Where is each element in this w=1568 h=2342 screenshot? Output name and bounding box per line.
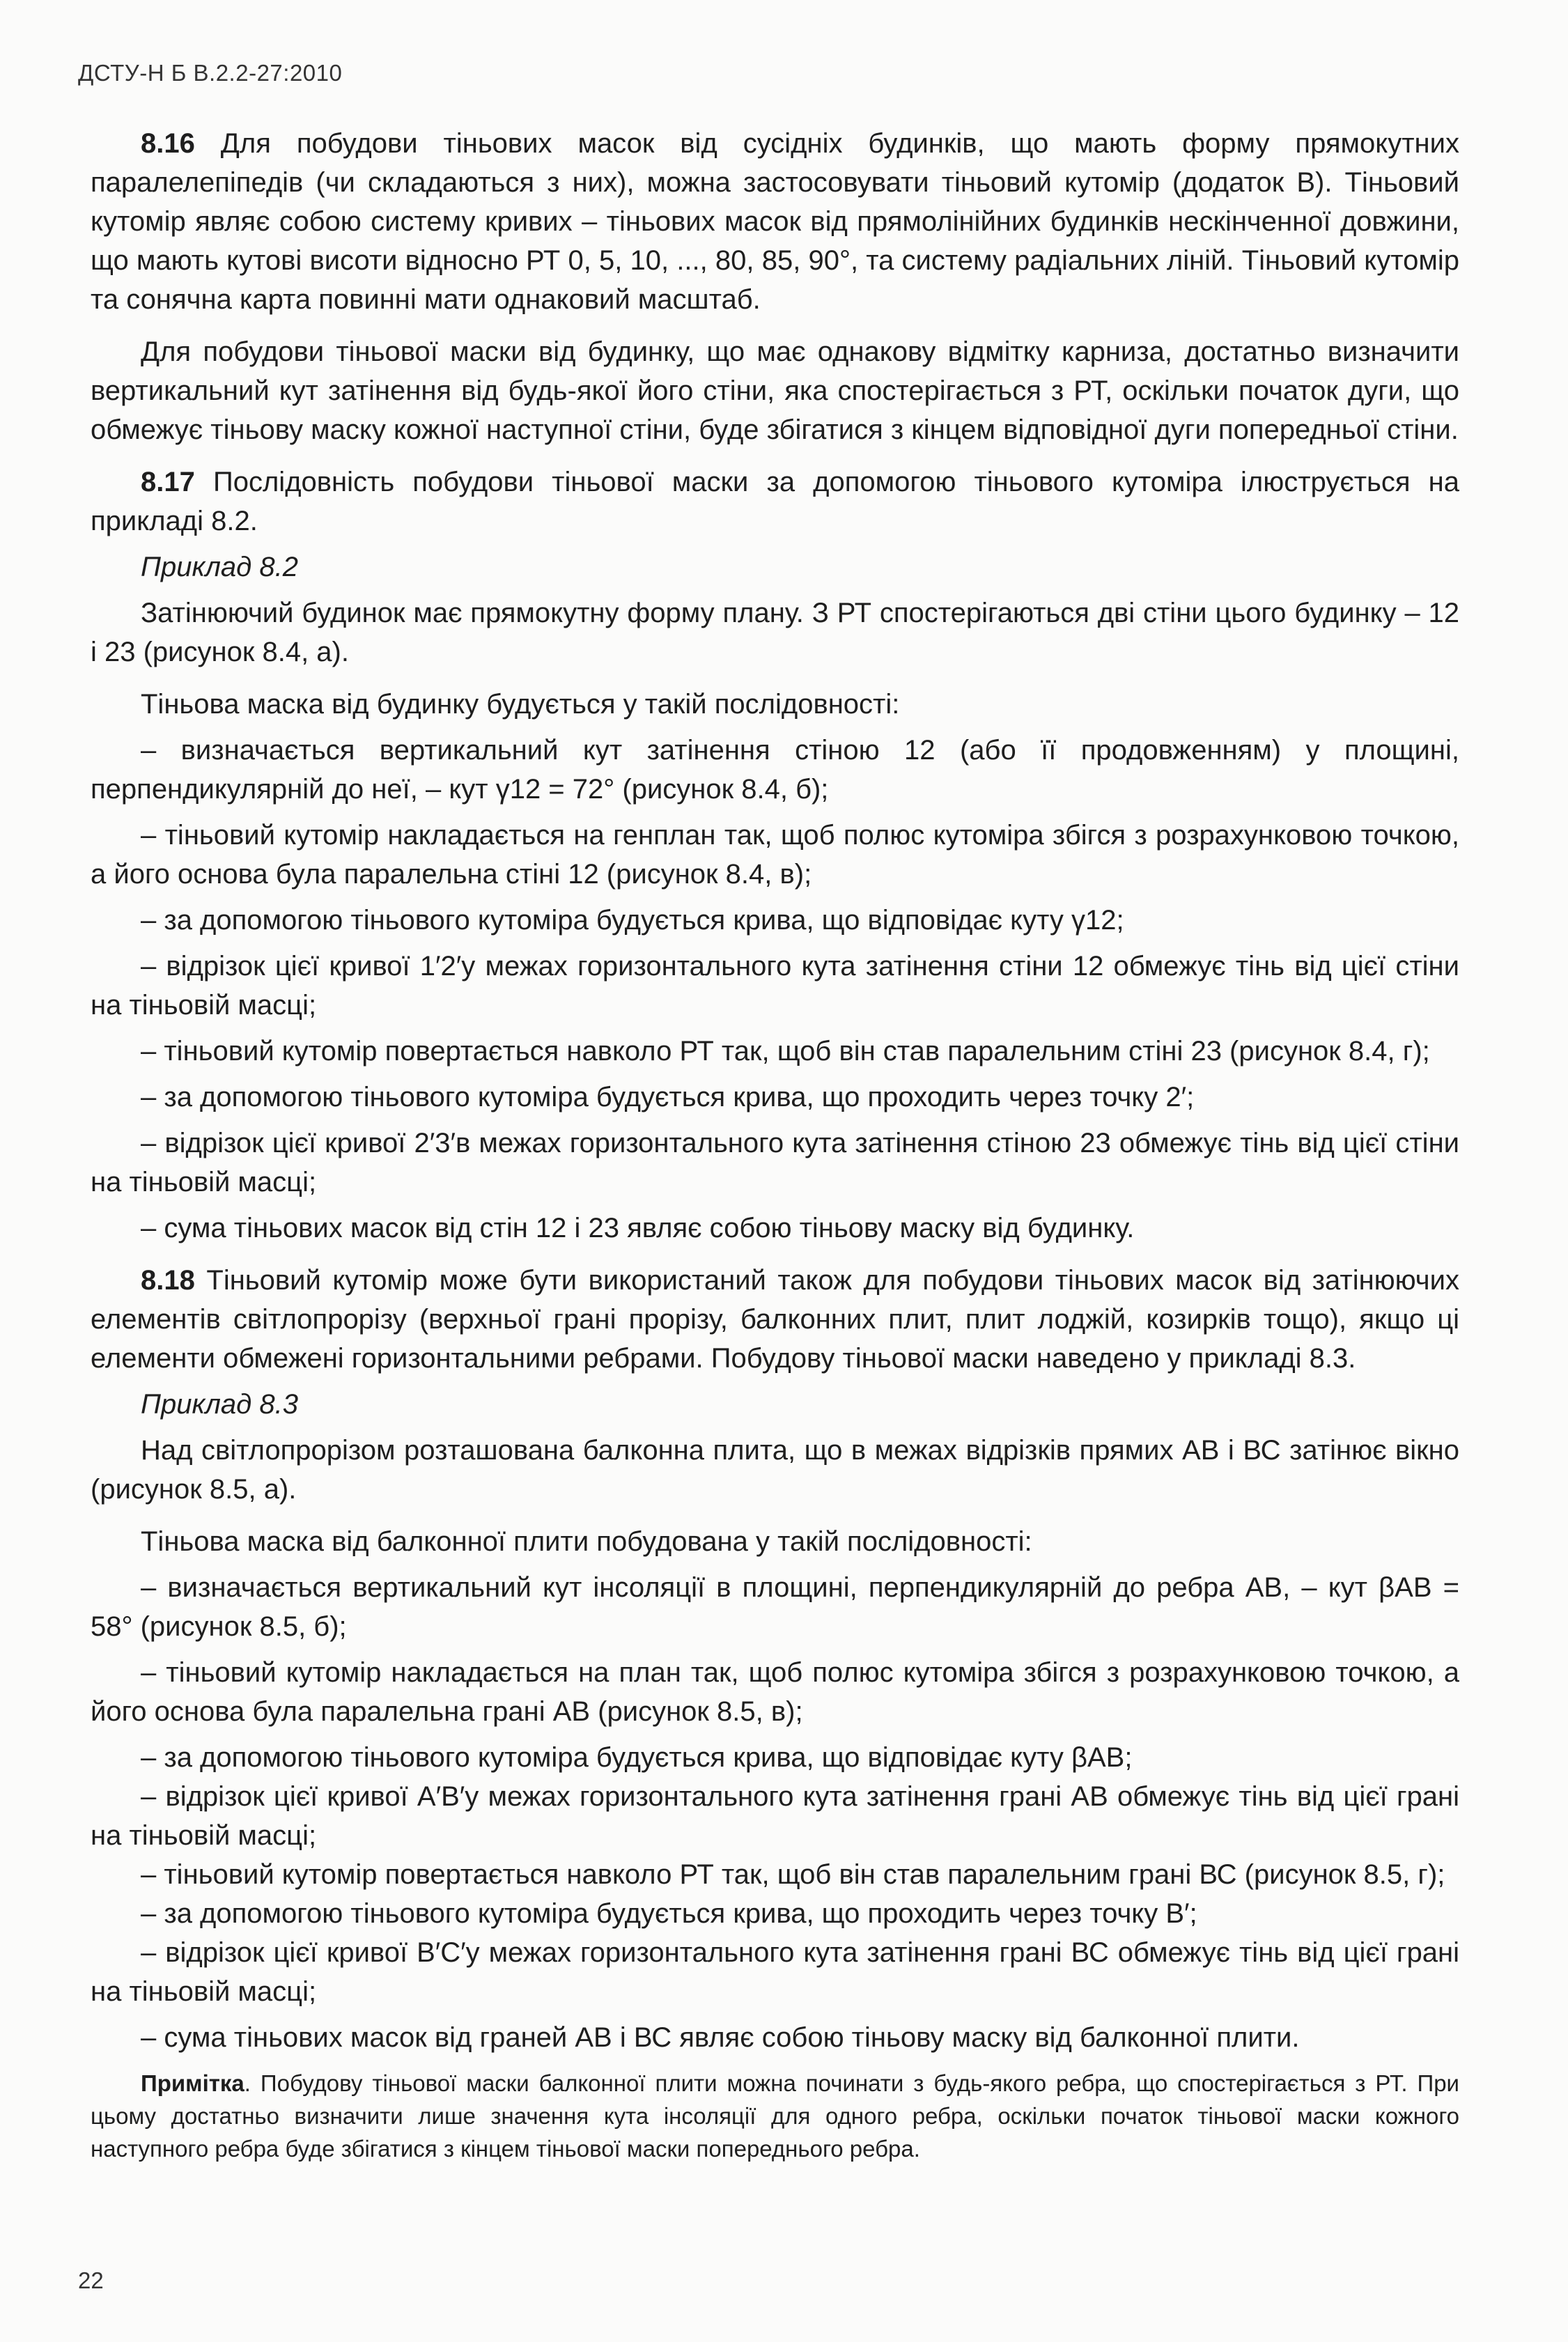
paragraph-8-16: [91, 124, 1459, 319]
page-body: [91, 124, 1459, 2165]
section-number: 8.16: [141, 128, 195, 159]
section-number: 8.18: [141, 1265, 195, 1296]
paragraph: Тіньова маска від будинку будується у такій послідовності:: [141, 689, 900, 720]
list-item: – відрізок цієї кривої 1′2′у межах горизонтального кута затінення стіни 12 обмежує тінь від цієї стіни на тіньовій масці;: [91, 951, 1459, 1021]
paragraph-8-17: [91, 463, 1459, 541]
note: [91, 2067, 1459, 2165]
paragraph-8-18: [91, 1261, 1459, 1378]
section-number: 8.17: [141, 467, 195, 497]
list-item: – відрізок цієї кривої 2′3′в межах горизонтального кута затінення стіною 23 обмежує тінь від цієї стіни на тіньовій масці;: [91, 1128, 1459, 1197]
page-number: 22: [78, 2267, 104, 2293]
paragraph: Над світлопрорізом розташована балконна плита, що в межах відрізків прямих АВ і ВС затінює вікно (рисунок 8.5, а).: [91, 1435, 1459, 1505]
list-item: – тіньовий кутомір накладається на план так, щоб полюс кутоміра збігся з розрахунковою точкою, а його основа була паралельна грані АВ (рисунок 8.5, в);: [91, 1657, 1459, 1727]
document-header: ДСТУ-Н Б В.2.2-27:2010: [78, 60, 343, 86]
paragraph-text: Послідовність побудови тіньової маски за допомогою тіньового кутоміра ілюструється на прикладі 8.2.: [91, 467, 1459, 536]
paragraph-text: Для побудови тіньових масок від сусідніх будинків, що мають форму прямокутних паралелепіпедів (чи складаються з них), можна застосовувати тіньовий кутомір (додаток В). Тіньовий кутомір являє собою систему кривих – тіньових масок від прямолінійних будинків нескінченної довжини, що мають кутові висоти відносно РТ 0, 5, 10, ..., 80, 85, 90°, та систему радіальних ліній. Тіньовий кутомір та сонячна карта повинні мати однаковий масштаб.: [91, 128, 1459, 315]
paragraph: Затінюючий будинок має прямокутну форму плану. З РТ спостерігаються дві стіни цього будинку – 12 і 23 (рисунок 8.4, а).: [91, 598, 1459, 667]
example-heading: Приклад 8.3: [141, 1389, 298, 1420]
list-item: – за допомогою тіньового кутоміра будується крива, що проходить через точку В′;: [141, 1898, 1197, 1929]
list-item: – тіньовий кутомір накладається на генплан так, щоб полюс кутоміра збігся з розрахунковою точкою, а його основа була паралельна стіні 12 (рисунок 8.4, в);: [91, 820, 1459, 890]
note-text: . Побудову тіньової маски балконної плити можна починати з будь-якого ребра, що спостерігається з РТ. При цьому достатньо визначити лише значення кута інсоляції для одного ребра, оскільки початок тіньової маски кожного наступного ребра буде збігатися з кінцем тіньової маски попереднього ребра.: [91, 2070, 1459, 2162]
paragraph-text: Тіньовий кутомір може бути використаний також для побудови тіньових масок від затінюючих елементів світлопрорізу (верхньої грані прорізу, балконних плит, плит лоджій, козирків тощо), якщо ці елементи обмежені горизонтальними ребрами. Побудову тіньової маски наведено у прикладі 8.3.: [91, 1265, 1459, 1374]
list-item: – тіньовий кутомір повертається навколо РТ так, щоб він став паралельним грані ВС (рисунок 8.5, г);: [141, 1859, 1445, 1890]
list-item: – сума тіньових масок від граней АВ і ВС являє собою тіньову маску від балконної плити.: [141, 2022, 1300, 2053]
list-item: – за допомогою тіньового кутоміра будується крива, що проходить через точку 2′;: [141, 1082, 1195, 1112]
list-item: – сума тіньових масок від стін 12 і 23 являє собою тіньову маску від будинку.: [141, 1213, 1135, 1243]
list-item: – визначається вертикальний кут затінення стіною 12 (або її продовженням) у площині, перпендикулярній до неї, – кут γ12 = 72° (рисунок 8.4, б);: [91, 735, 1459, 805]
list-item: – за допомогою тіньового кутоміра будується крива, що відповідає куту βАВ;: [141, 1742, 1133, 1773]
list-item: – відрізок цієї кривої А′В′у межах горизонтального кута затінення грані АВ обмежує тінь від цієї грані на тіньовій масці;: [91, 1781, 1459, 1851]
paragraph: Для побудови тіньової маски від будинку, що має однакову відмітку карниза, достатньо визначити вертикальний кут затінення від будь-якої його стіни, яка спостерігається з РТ, оскільки початок дуги, що обмежує тіньову маску кожної наступної стіни, буде збігатися з кінцем відповідної дуги попередньої стіни.: [91, 336, 1459, 445]
note-label: Примітка: [141, 2070, 244, 2096]
list-item: – визначається вертикальний кут інсоляції в площині, перпендикулярній до ребра АВ, – кут βАВ = 58° (рисунок 8.5, б);: [91, 1572, 1459, 1642]
list-item: – відрізок цієї кривої В′С′у межах горизонтального кута затінення грані ВС обмежує тінь від цієї грані на тіньовій масці;: [91, 1937, 1459, 2007]
example-heading: Приклад 8.2: [141, 552, 298, 582]
list-item: – за допомогою тіньового кутоміра будується крива, що відповідає куту γ12;: [141, 905, 1124, 936]
list-item: – тіньовий кутомір повертається навколо РТ так, щоб він став паралельним стіні 23 (рисунок 8.4, г);: [141, 1036, 1430, 1067]
paragraph: Тіньова маска від балконної плити побудована у такій послідовності:: [141, 1526, 1032, 1557]
